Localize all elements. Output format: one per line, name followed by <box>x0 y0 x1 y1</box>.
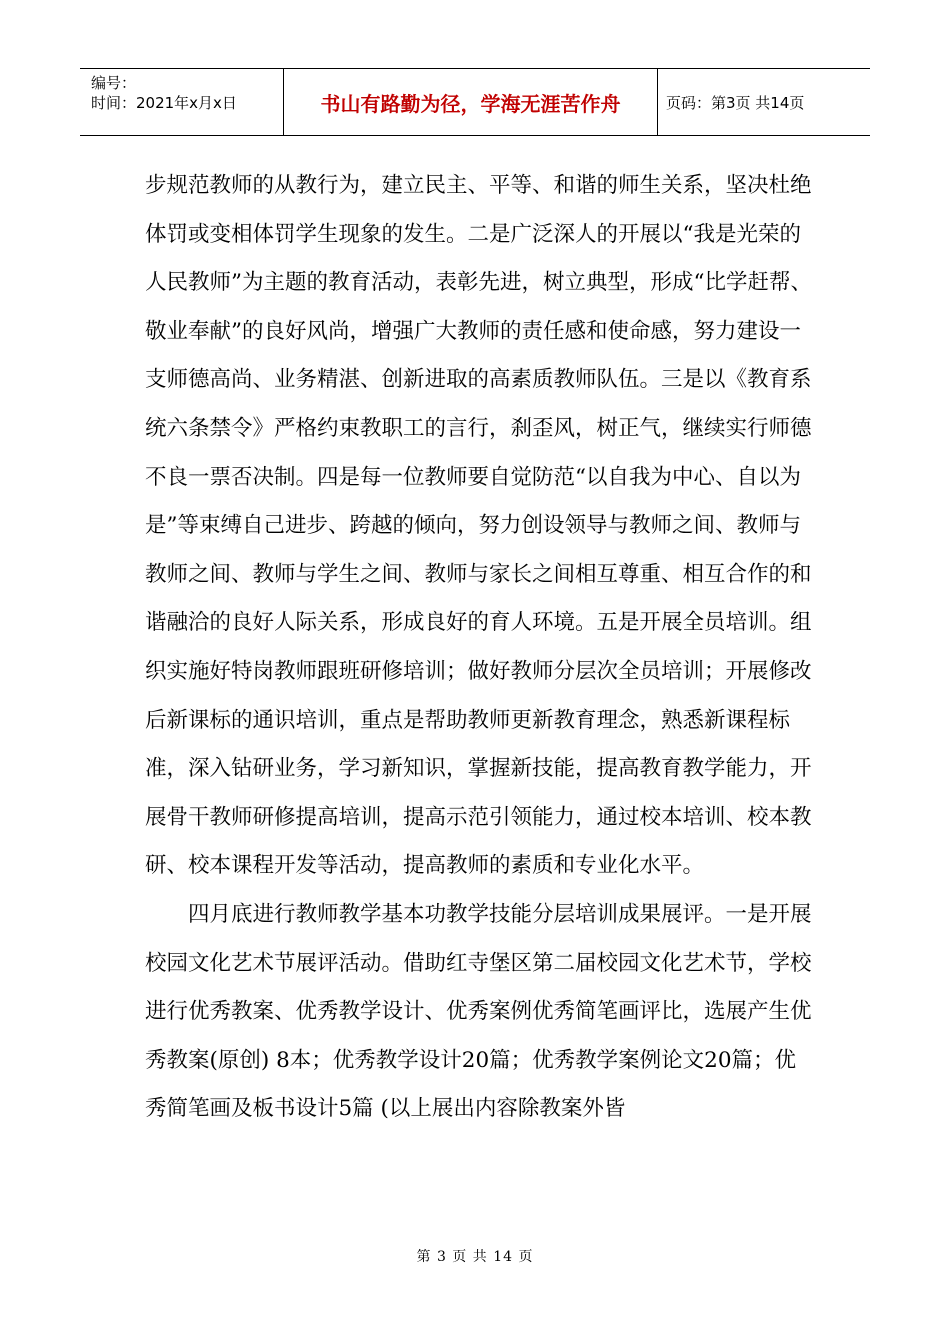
document-header <box>80 68 870 136</box>
header-page-info: 页码：第3页 共14页 <box>666 93 805 112</box>
serial-number-label: 编号： <box>91 74 137 92</box>
header-motto: 书山有路勤为径，学海无涯苦作舟 <box>283 69 658 135</box>
body-paragraph: 步规范教师的从教行为，建立民主、平等、和谐的师生关系，坚决杜绝体罚或变相体罚学生现象的发生。二是广泛深人的开展以“我是光荣的人民教师”为主题的教育活动，表彰先进，树立典型，形成“比学赶帮、敬业奉献”的良好风尚，增强广大教师的责任感和使命感，努力建设一支师德高尚、业务精湛、创新进取的高素质教师队伍。三是以《教育系统六条禁令》严格约束教职工的言行，刹歪风，树正气，继续实行师德不良一票否决制。四是每一位教师要自觉防范“以自我为中心、自以为是”等束缚自己进步、跨越的倾向，努力创设领导与教师之间、教师与教师之间、教师与学生之间、教师与家长之间相互尊重、相互合作的和谐融洽的良好人际关系，形成良好的育人环境。五是开展全员培训。组织实施好特岗教师跟班研修培训；做好教师分层次全员培训；开展修改后新课标的通识培训，重点是帮助教师更新教育理念，熟悉新课程标准，深入钻研业务，学习新知识，掌握新技能，提高教育教学能力，开展骨干教师研修提高培训，提高示范引领能力，通过校本培训、校本教研、校本课程开发等活动，提高教师的素质和专业化水平。 <box>145 173 812 879</box>
header-meta <box>80 69 283 135</box>
page-footer: 第 3 页 共 14 页 <box>416 1249 534 1265</box>
body-paragraph: 四月底进行教师教学基本功教学技能分层培训成果展评。一是开展校园文化艺术节展评活动。借助红寺堡区第二届校园文化艺术节，学校进行优秀教案、优秀教学设计、优秀案例优秀简笔画评比，选展产生优秀教案(原创) 8本；优秀教学设计20篇；优秀教学案例论文20篇；优秀简笔画及板书设计5篇 (以上展出内容除教案外皆 <box>145 901 812 1122</box>
document-body <box>145 162 815 1134</box>
date-label: 时间：2021年x月x日 <box>91 94 237 112</box>
